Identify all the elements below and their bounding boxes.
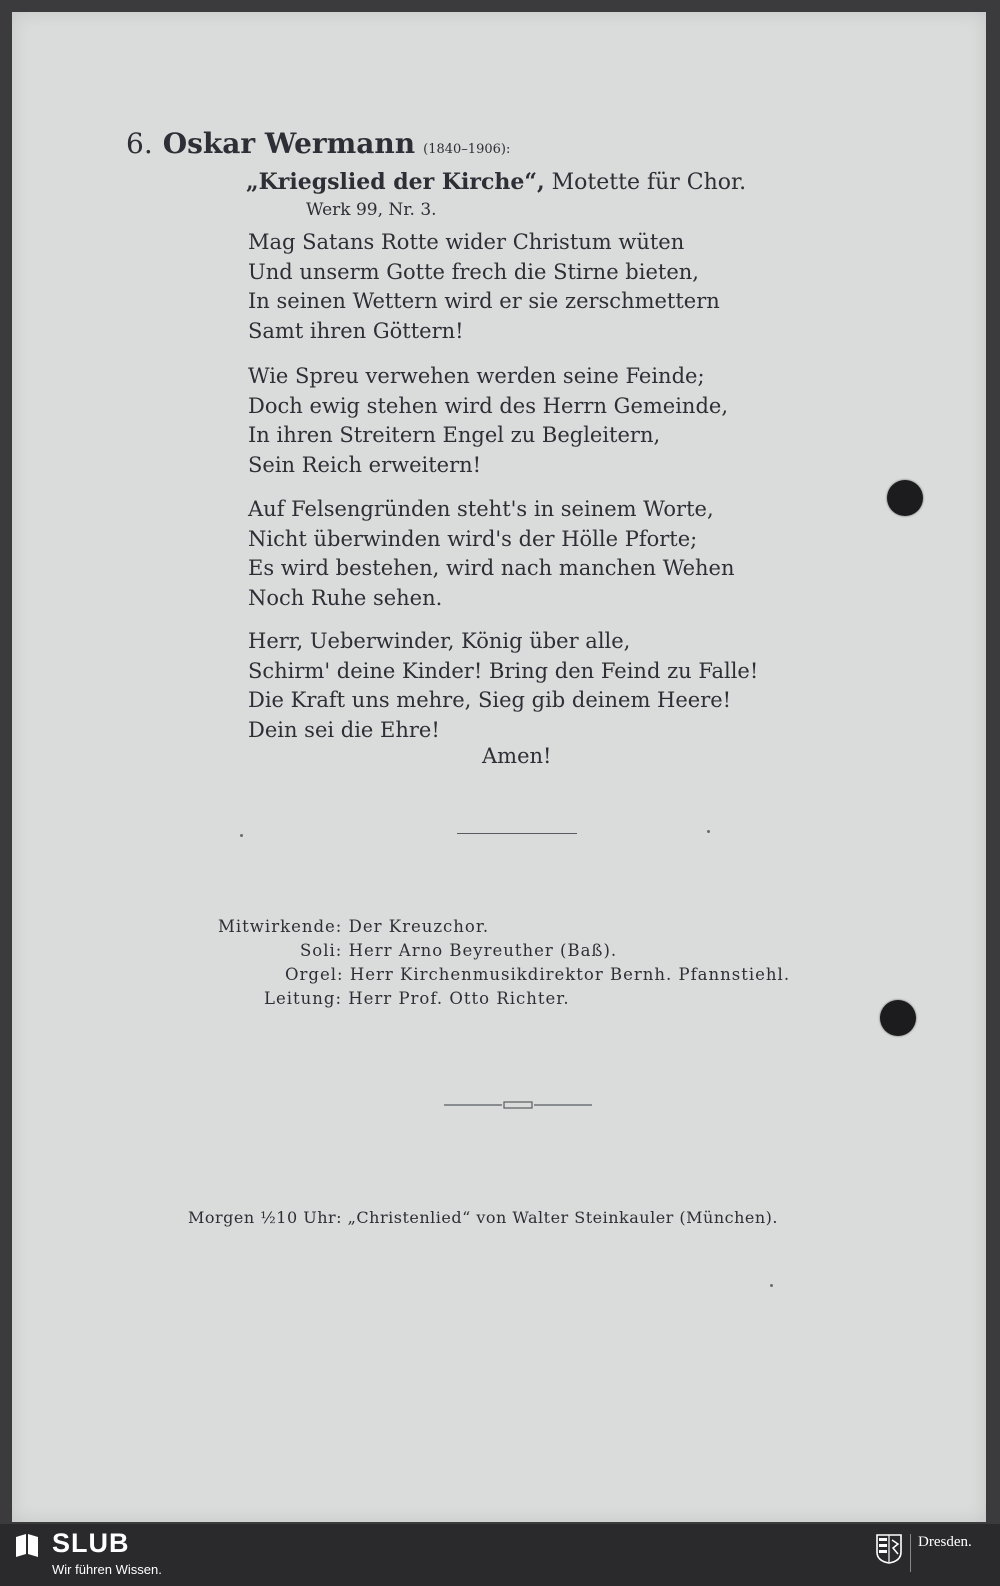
partner-name[interactable]: Dresden. [918,1534,972,1550]
punch-hole [880,1000,916,1036]
section-divider [457,833,577,834]
verse-line: Die Kraft uns mehre, Sieg gib deinem Heere! [248,688,732,713]
composer-years: (1840–1906): [423,142,511,157]
credits-row [300,941,617,960]
piece-title [246,169,746,195]
stanza-1 [248,228,720,346]
credits-value: Der Kreuzchor. [348,917,490,936]
credits-row [264,989,570,1008]
verse-line: Sein Reich erweitern! [248,452,482,477]
composer-heading [126,127,510,160]
stanza-2 [248,362,728,480]
verse-line: Schirm' deine Kinder! Bring den Feind zu Falle! [248,658,759,683]
credits-value: Herr Kirchenmusikdirektor Bernh. Pfannstiehl. [349,965,791,984]
credits-label: Orgel: [285,965,344,984]
verse-line: Und unserm Gotte frech die Stirne bieten, [248,259,699,284]
next-event-note: Morgen ½10 Uhr: „Christenlied“ von Walter Steinkauler (München). [188,1208,779,1227]
slub-brand[interactable]: SLUB [52,1528,130,1558]
credits-value: Herr Prof. Otto Richter. [348,989,570,1008]
verse-line: Noch Ruhe sehen. [248,585,443,610]
paper-speck [770,1284,773,1287]
item-number: 6. [126,127,153,160]
credits-row [285,965,790,984]
verse-line: Doch ewig stehen wird des Herrn Gemeinde, [248,393,728,418]
credits-label: Leitung: [264,989,343,1008]
paper-speck [240,834,243,837]
verse-line: In ihren Streitern Engel zu Begleitern, [248,423,661,448]
verse-line: Es wird bestehen, wird nach manchen Wehen [248,556,735,581]
verse-line: In seinen Wettern wird er sie zerschmettern [248,289,720,314]
credits-row [218,917,489,936]
verse-line: Samt ihren Göttern! [248,318,464,343]
dresden-coat-of-arms-icon [876,1534,902,1564]
verse-line: Dein sei die Ehre! [248,717,440,742]
verse-line: Wie Spreu verwehen werden seine Feinde; [248,364,705,388]
verse-line: Mag Satans Rotte wider Christum wüten [248,230,685,254]
credits-value: Herr Arno Beyreuther (Baß). [348,941,618,960]
verse-line: Herr, Ueberwinder, König über alle, [248,629,631,653]
punch-hole [887,480,923,516]
slub-tagline: Wir führen Wissen. [52,1562,162,1577]
verse-line: Auf Felsengründen steht's in seinem Worte, [248,497,714,521]
ornament-divider [444,1099,592,1111]
piece-genre: Motette für Chor. [551,170,747,195]
partner-divider [910,1534,911,1572]
credits-label: Soli: [300,941,343,960]
document-page [12,12,986,1522]
amen-line: Amen! [482,744,552,768]
piece-title-name: „Kriegslied der Kirche“, [246,169,545,195]
verse-line: Nicht überwinden wird's der Hölle Pforte; [248,526,698,551]
stanza-3 [248,495,734,613]
slub-book-icon [14,1532,40,1558]
paper-speck [707,830,710,833]
stanza-4 [248,627,758,745]
viewer-footer-bar [0,1524,1000,1586]
composer-name: Oskar Wermann [162,127,416,160]
opus-number: Werk 99, Nr. 3. [306,200,437,220]
credits-label: Mitwirkende: [218,917,343,936]
